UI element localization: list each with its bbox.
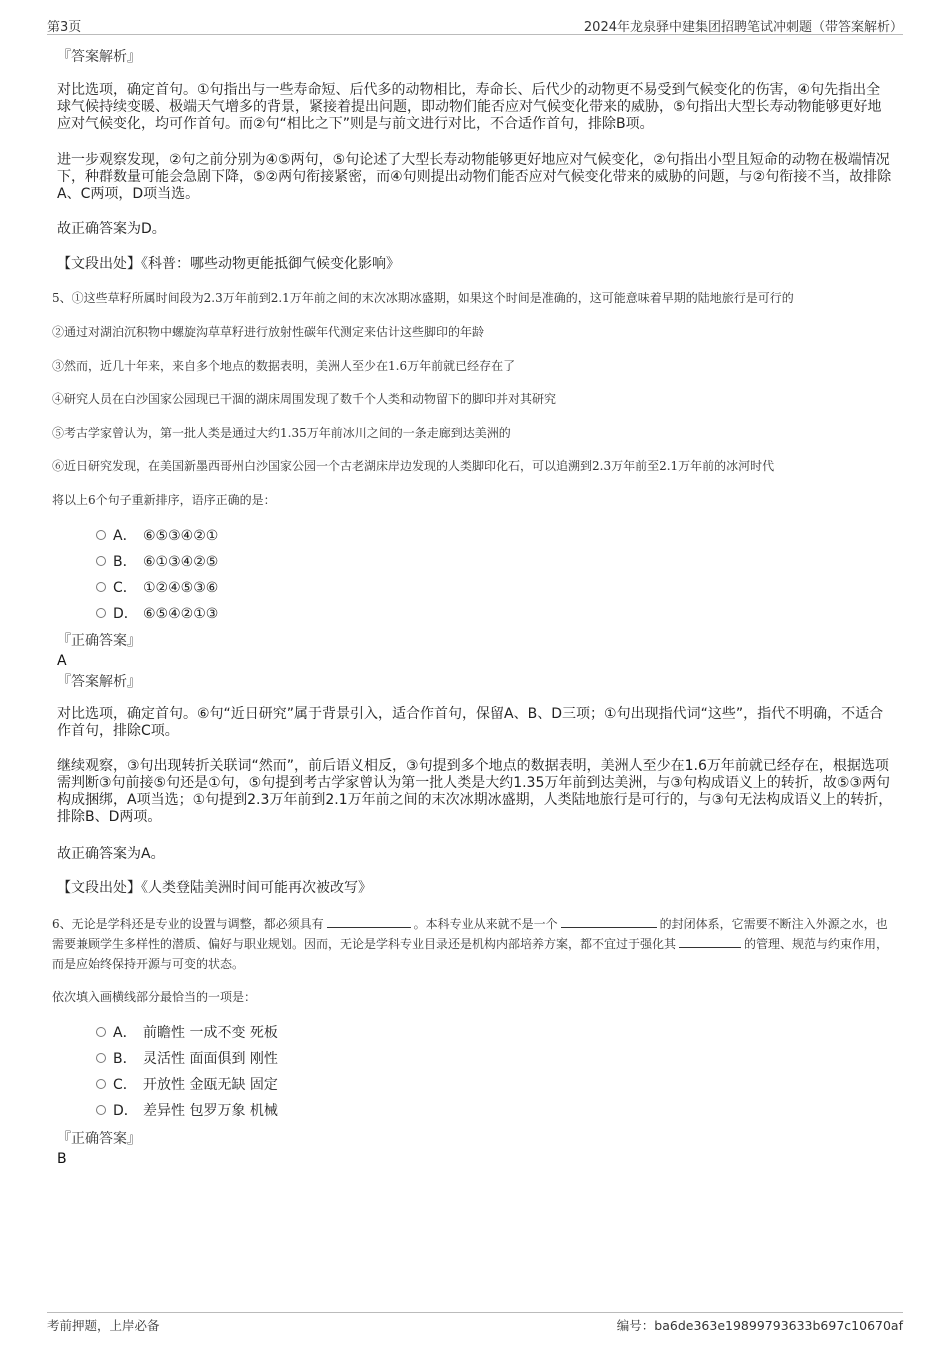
radio-icon[interactable] [96, 556, 106, 566]
q6-option-a[interactable]: A． 前瞻性 一成不变 死板 [96, 1024, 278, 1042]
q6-prompt: 依次填入画横线部分最恰当的一项是： [52, 990, 257, 1004]
radio-icon[interactable] [96, 1053, 106, 1063]
blank-2 [561, 916, 657, 928]
q5-sentence-2: ②通过对湖泊沉积物中螺旋沟草草籽进行放射性碳年代测定来估计这些脚印的年龄 [52, 325, 485, 339]
q5-analysis-para2: 继续观察，③句出现转折关联词“然而”，前后语义相反，③句提到多个地点的数据表明，美洲人至少在1.6万年前就已经存在，根据选项需判断③句前接⑤句还是①句，⑤句提到考古学家曾认为第一批人类是大约1.35万年前到达美洲，与③句构成语义上的转折，故⑤③两句构成捆绑，A项当选；①句提到2.3万年前到2.1万年前之间的末次冰期冰盛期，人类陆地旅行是可行的，与③句无法构成语义上的转折，排除B、D两项。 [57, 758, 893, 825]
q5-sentence-4: ④研究人员在白沙国家公园现已干涸的湖床周围发现了数千个人类和动物留下的脚印并对其研究 [52, 392, 557, 406]
blank-3 [679, 936, 741, 948]
radio-icon[interactable] [96, 530, 106, 540]
q4-source: 【文段出处】《科普：哪些动物更能抵御气候变化影响》 [57, 256, 400, 272]
q5-prompt: 将以上6个句子重新排序，语序正确的是： [52, 493, 276, 507]
q4-analysis-para1: 对比选项，确定首句。①句指出与一些寿命短、后代多的动物相比，寿命长、后代少的动物更不易受到气候变化的伤害，④句先指出全球气候持续变暖、极端天气增多的背景，紧接着提出问题，即动物们能否应对气候变化带来的威胁，⑤句指出大型长寿动物能够更好地应对气候变化，均可作首句。而②句“相比之下”则是与前文进行对比，不合适作首句，排除B项。 [57, 82, 882, 132]
blank-1 [327, 916, 411, 928]
page-number: 第3页 [47, 20, 82, 35]
q5-analysis-para1: 对比选项，确定首句。⑥句“近日研究”属于背景引入，适合作首句，保留A、B、D三项；①句出现指代词“这些”，指代不明确，不适合作首句，排除C项。 [57, 706, 884, 739]
radio-icon[interactable] [96, 608, 106, 618]
radio-icon[interactable] [96, 1079, 106, 1089]
q5-option-c[interactable]: C． ①②④⑤③⑥ [96, 579, 218, 597]
q6-option-b[interactable]: B． 灵活性 面面俱到 刚性 [96, 1050, 278, 1068]
q5-conclusion: 故正确答案为A。 [57, 846, 165, 862]
q5-sentence-5: ⑤考古学家曾认为，第一批人类是通过大约1.35万年前冰川之间的一条走廊到达美洲的 [52, 426, 511, 440]
q5-answer-label: 『正确答案』 [57, 633, 141, 649]
radio-icon[interactable] [96, 1105, 106, 1115]
footer-serial: 编号：ba6de363e19899793633b697c10670af [616, 1318, 903, 1333]
q6-stem: 6、无论是学科还是专业的设置与调整，都必须具有 。本科专业从来就不是一个 的封闭体系，它需要不断注入外源之水，也需要兼顾学生多样性的潜质、偏好与职业规划。因而，无论是学科专业目录还是机构内部培养方案，都不宜过于强化其 的管理、规范与约束作用，而是应始终保持开源与可变的状态。 [52, 917, 889, 971]
q5-option-d[interactable]: D． ⑥⑤④②①③ [96, 605, 218, 623]
page-header [47, 14, 903, 35]
q5-sentence-6: ⑥近日研究发现，在美国新墨西哥州白沙国家公园一个古老湖床岸边发现的人类脚印化石，可以追溯到2.3万年前至2.1万年前的冰河时代 [52, 459, 775, 473]
q4-conclusion: 故正确答案为D。 [57, 221, 166, 237]
q6-option-d[interactable]: D． 差异性 包罗万象 机械 [96, 1102, 278, 1120]
q4-analysis-para2: 进一步观察发现，②句之前分别为④⑤两句，⑤句论述了大型长寿动物能够更好地应对气候变化，②句指出小型且短命的动物在极端情况下，种群数量可能会急剧下降，⑤②两句衔接紧密，而④句则提出动物们能否应对气候变化带来的威胁的问题，与②句衔接不当，故排除A、C两项，D项当选。 [57, 152, 892, 202]
q6-answer-label: 『正确答案』 [57, 1131, 141, 1147]
q6-answer: B [57, 1151, 67, 1167]
q5-sentence-1: 5、①这些草籽所属时间段为2.3万年前到2.1万年前之间的末次冰期冰盛期，如果这个时间是准确的，这可能意味着早期的陆地旅行是可行的 [52, 291, 794, 305]
q5-source: 【文段出处】《人类登陆美洲时间可能再次被改写》 [57, 880, 372, 896]
q4-analysis-label: 『答案解析』 [57, 49, 141, 65]
q5-sentence-3: ③然而，近几十年来，来自多个地点的数据表明，美洲人至少在1.6万年前就已经存在了 [52, 359, 516, 373]
q5-option-b[interactable]: B． ⑥①③④②⑤ [96, 553, 218, 571]
document-title: 2024年龙泉驿中建集团招聘笔试冲刺题（带答案解析） [583, 20, 903, 35]
q5-option-a[interactable]: A． ⑥⑤③④②① [96, 527, 218, 545]
q6-option-c[interactable]: C． 开放性 金瓯无缺 固定 [96, 1076, 278, 1094]
page-footer [47, 1312, 903, 1335]
radio-icon[interactable] [96, 582, 106, 592]
q5-analysis-label: 『答案解析』 [57, 674, 141, 690]
radio-icon[interactable] [96, 1027, 106, 1037]
footer-slogan: 考前押题，上岸必备 [47, 1318, 160, 1333]
q5-answer: A [57, 653, 67, 669]
